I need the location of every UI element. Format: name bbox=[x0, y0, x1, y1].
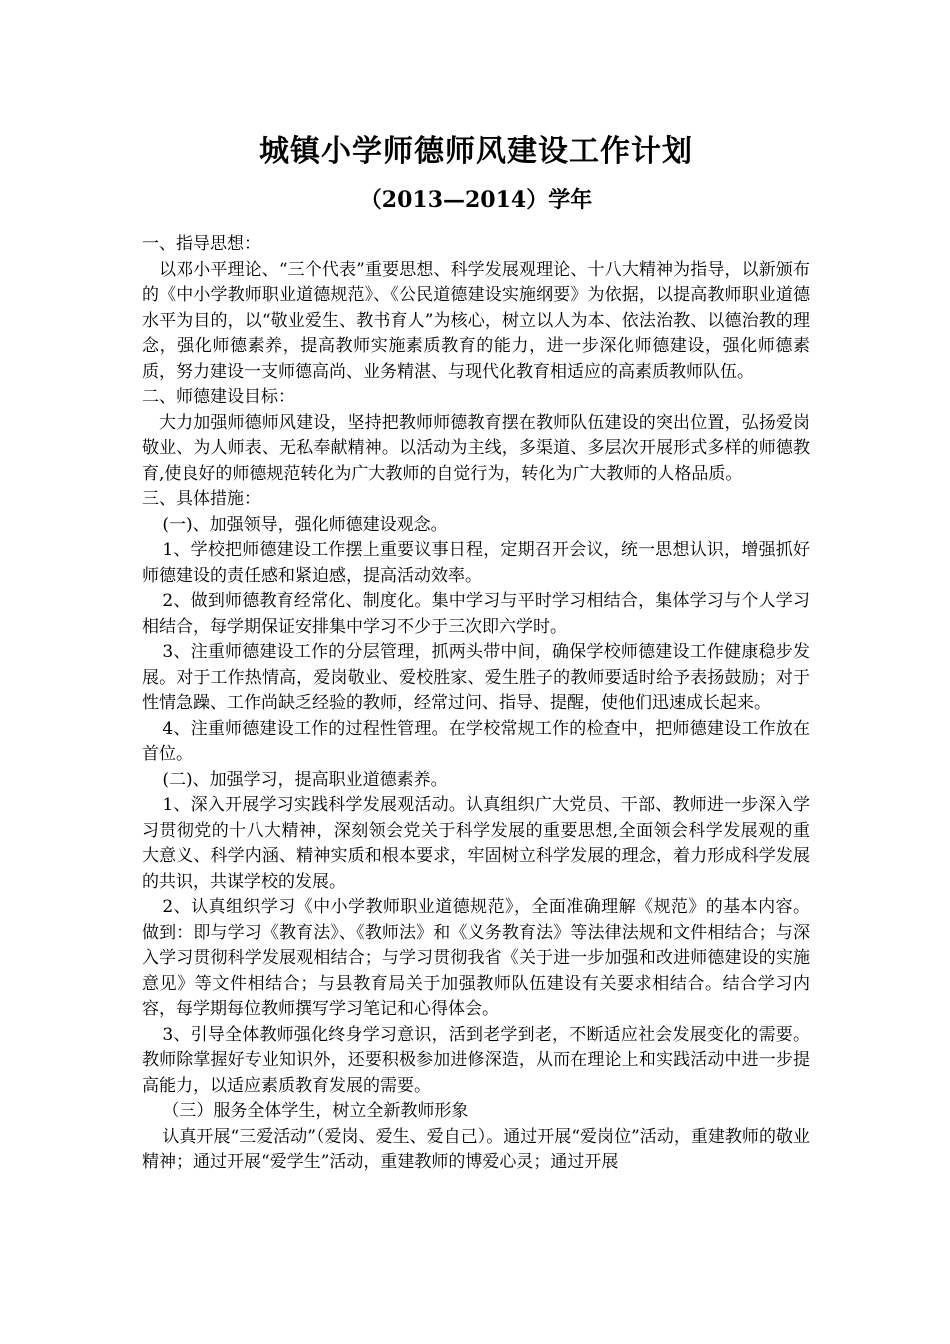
section-heading-guiding-ideology: 一、指导思想： bbox=[142, 234, 261, 254]
list-item: 3、注重师德建设工作的分层管理，抓两头带中间，确保学校师德建设工作健康稳步发展。对于工作热情高，爱岗敬业、爱校胜家、爱生胜子的教师要适时给予表扬鼓励；对于性情急躁、工作尚缺乏经验的教师，经常过问、指导、提醒，使他们迅速成长起来。 bbox=[142, 642, 810, 713]
list-item: 1、学校把师德建设工作摆上重要议事日程，定期召开会议，统一思想认识，增强抓好师德建设的责任感和紧迫感，提高活动效率。 bbox=[142, 540, 810, 586]
list-item: 3、引导全体教师强化终身学习意识，活到老学到老，不断适应社会发展变化的需要。教师除掌握好专业知识外，还要积极参加进修深造，从而在理论上和实践活动中进一步提高能力，以适应素质教育发展的需要。 bbox=[142, 1024, 810, 1096]
document-body bbox=[142, 232, 810, 1176]
subheading-study: (二)、加强学习，提高职业道德素养。 bbox=[162, 769, 448, 790]
paragraph-guiding-ideology: 以邓小平理论、“三个代表”重要思想、科学发展观理论、十八大精神为指导，以新颁布的《中小学教师职业道德规范》、《公民道德建设实施纲要》为依据，以提高教师职业道德水平为目的，以“敬业爱生、教书育人”为核心，树立以人为本、依法治教、以德治教的理念，强化师德素养，提高教师实施素质教育的能力，进一步深化师德建设，强化师德素质，努力建设一支师德高尚、业务精湛、与现代化教育相适应的高素质教师队伍。 bbox=[142, 259, 810, 382]
subheading-serve-students: （三）服务全体学生，树立全新教师形象 bbox=[162, 1101, 469, 1121]
subheading-leadership: (一)、加强领导，强化师德建设观念。 bbox=[162, 514, 448, 535]
paragraph-goals: 大力加强师德师风建设，坚持把教师师德教育摆在教师队伍建设的突出位置，弘扬爱岗敬业、为人师表、无私奉献精神。以活动为主线，多渠道、多层次开展形式多样的师德教育,使良好的师德规范转化为广大教师的自觉行为，转化为广大教师的人格品质。 bbox=[142, 412, 810, 484]
list-item: 1、深入开展学习实践科学发展观活动。认真组织广大党员、干部、教师进一步深入学习贯彻党的十八大精神，深刻领会党关于科学发展的重要思想,全面领会科学发展观的重大意义、科学内涵、精神实质和根本要求，牢固树立科学发展的理念，着力形成科学发展的共识，共谋学校的发展。 bbox=[142, 795, 810, 892]
list-item: 4、注重师德建设工作的过程性管理。在学校常规工作的检查中，把师德建设工作放在首位。 bbox=[142, 718, 810, 764]
document-content bbox=[142, 128, 810, 1176]
list-item: 2、做到师德教育经常化、制度化。集中学习与平时学习相结合，集体学习与个人学习相结合，每学期保证安排集中学习不少于三次即六学时。 bbox=[142, 591, 810, 637]
paragraph-three-loves: 认真开展“三爱活动”（爱岗、爱生、爱自己）。通过开展“爱岗位”活动，重建教师的敬业精神；通过开展“爱学生”活动，重建教师的博爱心灵；通过开展 bbox=[142, 1126, 810, 1172]
section-heading-goals: 二、师德建设目标： bbox=[142, 387, 295, 407]
page-title: 城镇小学师德师风建设工作计划 bbox=[259, 134, 693, 169]
page-subtitle: （2013—2014）学年 bbox=[359, 187, 593, 213]
list-item: 2、认真组织学习《中小学教师职业道德规范》，全面准确理解《规范》的基本内容。做到：即与学习《教育法》、《教师法》和《义务教育法》等法律法规和文件相结合；与深入学习贯彻科学发展观相结合；与学习贯彻我省《关于进一步加强和改进师德建设的实施意见》等文件相结合；与县教育局关于加强教师队伍建设有关要求相结合。结合学习内容，每学期每位教师撰写学习笔记和心得体会。 bbox=[142, 897, 810, 1019]
section-heading-measures: 三、具体措施： bbox=[142, 489, 261, 509]
